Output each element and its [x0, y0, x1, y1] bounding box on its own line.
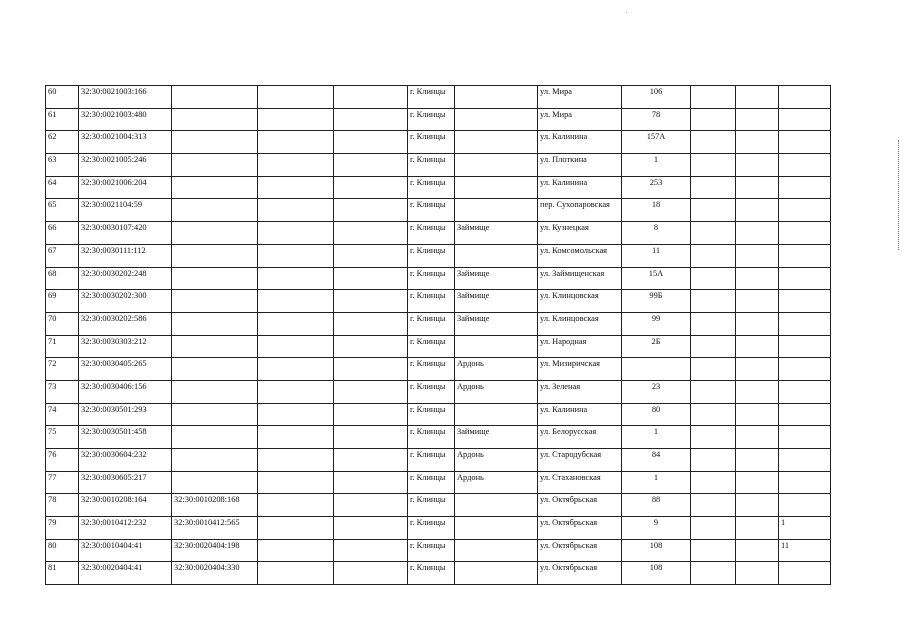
- empty-cell: [691, 267, 736, 290]
- cadastral-number-cell: 32:30:0010412:232: [79, 517, 172, 540]
- note-cell: [779, 562, 831, 585]
- city-cell: г. Клинцы: [408, 562, 455, 585]
- cadastral-number-cell: 32:30:0021003:480: [79, 108, 172, 131]
- cadastral-number-cell: 32:30:0010208:164: [79, 494, 172, 517]
- street-cell: ул. Октябрьская: [538, 562, 622, 585]
- table-row: [46, 267, 831, 290]
- row-number-cell: 74: [46, 403, 79, 426]
- note-cell: [779, 244, 831, 267]
- cadastral-number-cell: 32:30:0030107:420: [79, 222, 172, 245]
- city-cell: г. Клинцы: [408, 290, 455, 313]
- table-body: [46, 86, 831, 585]
- empty-cell: [334, 312, 408, 335]
- related-cadastral-cell: [172, 199, 258, 222]
- empty-cell: [691, 449, 736, 472]
- empty-cell: [258, 517, 334, 540]
- street-cell: ул. Плоткина: [538, 154, 622, 177]
- city-cell: г. Клинцы: [408, 86, 455, 109]
- related-cadastral-cell: [172, 244, 258, 267]
- district-cell: [455, 244, 538, 267]
- house-number-cell: 9: [622, 517, 691, 540]
- table-row: [46, 449, 831, 472]
- street-cell: ул. Кузнецкая: [538, 222, 622, 245]
- empty-cell: [736, 380, 779, 403]
- district-cell: Ардонь: [455, 449, 538, 472]
- empty-cell: [736, 517, 779, 540]
- empty-cell: [334, 562, 408, 585]
- related-cadastral-cell: [172, 267, 258, 290]
- note-cell: [779, 380, 831, 403]
- related-cadastral-cell: [172, 449, 258, 472]
- empty-cell: [736, 312, 779, 335]
- district-cell: [455, 539, 538, 562]
- cadastral-number-cell: 32:30:0021004:313: [79, 131, 172, 154]
- house-number-cell: 2Б: [622, 335, 691, 358]
- district-cell: Ардонь: [455, 471, 538, 494]
- cadastral-number-cell: 32:30:0030604:232: [79, 449, 172, 472]
- empty-cell: [258, 426, 334, 449]
- empty-cell: [334, 154, 408, 177]
- empty-cell: [691, 380, 736, 403]
- district-cell: [455, 131, 538, 154]
- empty-cell: [258, 108, 334, 131]
- empty-cell: [691, 290, 736, 313]
- house-number-cell: 8: [622, 222, 691, 245]
- street-cell: ул. Клинцовская: [538, 290, 622, 313]
- empty-cell: [258, 471, 334, 494]
- empty-cell: [736, 539, 779, 562]
- house-number-cell: 108: [622, 539, 691, 562]
- table-row: [46, 494, 831, 517]
- district-cell: [455, 86, 538, 109]
- table-row: [46, 403, 831, 426]
- empty-cell: [334, 244, 408, 267]
- cadastral-number-cell: 32:30:0030303:212: [79, 335, 172, 358]
- city-cell: г. Клинцы: [408, 403, 455, 426]
- empty-cell: [334, 267, 408, 290]
- cadastral-number-cell: 32:30:0030202:586: [79, 312, 172, 335]
- house-number-cell: 11: [622, 244, 691, 267]
- city-cell: г. Клинцы: [408, 471, 455, 494]
- empty-cell: [736, 267, 779, 290]
- cadastral-number-cell: 32:30:0021104:59: [79, 199, 172, 222]
- table-row: [46, 426, 831, 449]
- empty-cell: [736, 449, 779, 472]
- empty-cell: [691, 335, 736, 358]
- related-cadastral-cell: [172, 426, 258, 449]
- empty-cell: [691, 154, 736, 177]
- table-row: [46, 176, 831, 199]
- empty-cell: [258, 539, 334, 562]
- district-cell: [455, 176, 538, 199]
- empty-cell: [258, 176, 334, 199]
- row-number-cell: 81: [46, 562, 79, 585]
- empty-cell: [334, 494, 408, 517]
- cadastral-number-cell: 32:30:0021003:166: [79, 86, 172, 109]
- related-cadastral-cell: [172, 222, 258, 245]
- empty-cell: [736, 426, 779, 449]
- street-cell: ул. Октябрьская: [538, 539, 622, 562]
- related-cadastral-cell: [172, 86, 258, 109]
- city-cell: г. Клинцы: [408, 335, 455, 358]
- related-cadastral-cell: [172, 290, 258, 313]
- city-cell: г. Клинцы: [408, 426, 455, 449]
- cadastral-number-cell: 32:30:0030111:112: [79, 244, 172, 267]
- empty-cell: [736, 154, 779, 177]
- related-cadastral-cell: [172, 154, 258, 177]
- scan-edge-mark: [898, 140, 902, 250]
- empty-cell: [258, 86, 334, 109]
- row-number-cell: 77: [46, 471, 79, 494]
- empty-cell: [258, 267, 334, 290]
- house-number-cell: 1: [622, 471, 691, 494]
- district-cell: Ардонь: [455, 358, 538, 381]
- row-number-cell: 66: [46, 222, 79, 245]
- empty-cell: [258, 199, 334, 222]
- row-number-cell: 72: [46, 358, 79, 381]
- table-row: [46, 222, 831, 245]
- street-cell: ул. Мира: [538, 108, 622, 131]
- house-number-cell: 106: [622, 86, 691, 109]
- note-cell: [779, 403, 831, 426]
- district-cell: [455, 199, 538, 222]
- cadastral-number-cell: 32:30:0021005:246: [79, 154, 172, 177]
- empty-cell: [736, 108, 779, 131]
- empty-cell: [334, 539, 408, 562]
- empty-cell: [258, 335, 334, 358]
- street-cell: ул. Займищенская: [538, 267, 622, 290]
- house-number-cell: 84: [622, 449, 691, 472]
- note-cell: [779, 108, 831, 131]
- empty-cell: [258, 312, 334, 335]
- property-registry-table: [45, 85, 831, 585]
- house-number-cell: 78: [622, 108, 691, 131]
- street-cell: ул. Октябрьская: [538, 517, 622, 540]
- empty-cell: [691, 562, 736, 585]
- empty-cell: [334, 222, 408, 245]
- city-cell: г. Клинцы: [408, 199, 455, 222]
- empty-cell: [691, 108, 736, 131]
- cadastral-number-cell: 32:30:0030202:248: [79, 267, 172, 290]
- related-cadastral-cell: [172, 131, 258, 154]
- related-cadastral-cell: [172, 108, 258, 131]
- district-cell: [455, 403, 538, 426]
- street-cell: ул. Клинцовская: [538, 312, 622, 335]
- row-number-cell: 79: [46, 517, 79, 540]
- row-number-cell: 68: [46, 267, 79, 290]
- note-cell: [779, 494, 831, 517]
- empty-cell: [334, 517, 408, 540]
- empty-cell: [691, 539, 736, 562]
- street-cell: ул. Мизиричская: [538, 358, 622, 381]
- empty-cell: [258, 358, 334, 381]
- row-number-cell: 63: [46, 154, 79, 177]
- empty-cell: [736, 358, 779, 381]
- empty-cell: [258, 380, 334, 403]
- note-cell: [779, 176, 831, 199]
- empty-cell: [691, 176, 736, 199]
- empty-cell: [258, 449, 334, 472]
- related-cadastral-cell: [172, 335, 258, 358]
- table-row: [46, 290, 831, 313]
- empty-cell: [258, 222, 334, 245]
- house-number-cell: 23: [622, 380, 691, 403]
- empty-cell: [736, 471, 779, 494]
- table-row: [46, 562, 831, 585]
- city-cell: г. Клинцы: [408, 358, 455, 381]
- district-cell: [455, 335, 538, 358]
- cadastral-number-cell: 32:30:0030501:458: [79, 426, 172, 449]
- district-cell: Займище: [455, 290, 538, 313]
- table-row: [46, 244, 831, 267]
- house-number-cell: 18: [622, 199, 691, 222]
- city-cell: г. Клинцы: [408, 154, 455, 177]
- street-cell: ул. Мира: [538, 86, 622, 109]
- note-cell: [779, 222, 831, 245]
- table-row: [46, 199, 831, 222]
- empty-cell: [334, 403, 408, 426]
- empty-cell: [691, 86, 736, 109]
- cadastral-number-cell: 32:30:0030605:217: [79, 471, 172, 494]
- row-number-cell: 67: [46, 244, 79, 267]
- district-cell: Займище: [455, 426, 538, 449]
- note-cell: [779, 267, 831, 290]
- cadastral-number-cell: 32:30:0030501:293: [79, 403, 172, 426]
- city-cell: г. Клинцы: [408, 517, 455, 540]
- row-number-cell: 70: [46, 312, 79, 335]
- row-number-cell: 62: [46, 131, 79, 154]
- empty-cell: [691, 403, 736, 426]
- empty-cell: [258, 494, 334, 517]
- note-cell: [779, 86, 831, 109]
- city-cell: г. Клинцы: [408, 267, 455, 290]
- city-cell: г. Клинцы: [408, 222, 455, 245]
- empty-cell: [258, 290, 334, 313]
- related-cadastral-cell: [172, 358, 258, 381]
- note-cell: [779, 335, 831, 358]
- table-row: [46, 380, 831, 403]
- empty-cell: [691, 471, 736, 494]
- empty-cell: [691, 494, 736, 517]
- empty-cell: [334, 358, 408, 381]
- related-cadastral-cell: [172, 471, 258, 494]
- house-number-cell: [622, 358, 691, 381]
- city-cell: г. Клинцы: [408, 131, 455, 154]
- empty-cell: [736, 199, 779, 222]
- row-number-cell: 76: [46, 449, 79, 472]
- city-cell: г. Клинцы: [408, 449, 455, 472]
- table-row: [46, 154, 831, 177]
- district-cell: [455, 517, 538, 540]
- row-number-cell: 73: [46, 380, 79, 403]
- street-cell: ул. Зеленая: [538, 380, 622, 403]
- note-cell: 11: [779, 539, 831, 562]
- city-cell: г. Клинцы: [408, 108, 455, 131]
- city-cell: г. Клинцы: [408, 176, 455, 199]
- related-cadastral-cell: 32:30:0010412:565: [172, 517, 258, 540]
- empty-cell: [334, 131, 408, 154]
- row-number-cell: 71: [46, 335, 79, 358]
- house-number-cell: 1: [622, 154, 691, 177]
- note-cell: [779, 154, 831, 177]
- empty-cell: [691, 312, 736, 335]
- empty-cell: [334, 108, 408, 131]
- related-cadastral-cell: [172, 380, 258, 403]
- empty-cell: [334, 380, 408, 403]
- house-number-cell: 253: [622, 176, 691, 199]
- empty-cell: [736, 562, 779, 585]
- district-cell: Займище: [455, 267, 538, 290]
- empty-cell: [736, 290, 779, 313]
- district-cell: [455, 154, 538, 177]
- note-cell: [779, 199, 831, 222]
- house-number-cell: 88: [622, 494, 691, 517]
- cadastral-number-cell: 32:30:0021006:204: [79, 176, 172, 199]
- empty-cell: [334, 199, 408, 222]
- note-cell: 1: [779, 517, 831, 540]
- street-cell: ул. Стахановская: [538, 471, 622, 494]
- city-cell: г. Клинцы: [408, 312, 455, 335]
- empty-cell: [691, 244, 736, 267]
- street-cell: ул. Комсомольская: [538, 244, 622, 267]
- row-number-cell: 60: [46, 86, 79, 109]
- row-number-cell: 65: [46, 199, 79, 222]
- empty-cell: [258, 131, 334, 154]
- empty-cell: [258, 244, 334, 267]
- row-number-cell: 78: [46, 494, 79, 517]
- row-number-cell: 75: [46, 426, 79, 449]
- empty-cell: [736, 86, 779, 109]
- cadastral-number-cell: 32:30:0030202:300: [79, 290, 172, 313]
- empty-cell: [736, 403, 779, 426]
- street-cell: ул. Народная: [538, 335, 622, 358]
- table-row: [46, 108, 831, 131]
- district-cell: [455, 562, 538, 585]
- table-row: [46, 312, 831, 335]
- district-cell: Займище: [455, 222, 538, 245]
- row-number-cell: 69: [46, 290, 79, 313]
- empty-cell: [736, 131, 779, 154]
- cadastral-number-cell: 32:30:0030406:156: [79, 380, 172, 403]
- empty-cell: [691, 358, 736, 381]
- empty-cell: [691, 222, 736, 245]
- empty-cell: [736, 335, 779, 358]
- empty-cell: [691, 517, 736, 540]
- table-row: [46, 131, 831, 154]
- empty-cell: [334, 449, 408, 472]
- related-cadastral-cell: 32:30:0020404:330: [172, 562, 258, 585]
- scan-speck: [626, 12, 627, 13]
- house-number-cell: 99: [622, 312, 691, 335]
- note-cell: [779, 449, 831, 472]
- house-number-cell: 99Б: [622, 290, 691, 313]
- house-number-cell: 80: [622, 403, 691, 426]
- empty-cell: [334, 176, 408, 199]
- empty-cell: [691, 426, 736, 449]
- empty-cell: [334, 335, 408, 358]
- street-cell: ул. Белорусская: [538, 426, 622, 449]
- empty-cell: [258, 403, 334, 426]
- street-cell: ул. Октябрьская: [538, 494, 622, 517]
- street-cell: пер. Сухопаровская: [538, 199, 622, 222]
- empty-cell: [334, 290, 408, 313]
- empty-cell: [736, 222, 779, 245]
- street-cell: ул. Калинина: [538, 131, 622, 154]
- street-cell: ул. Калинина: [538, 403, 622, 426]
- note-cell: [779, 312, 831, 335]
- table-row: [46, 517, 831, 540]
- city-cell: г. Клинцы: [408, 539, 455, 562]
- table-row: [46, 539, 831, 562]
- empty-cell: [334, 86, 408, 109]
- empty-cell: [691, 199, 736, 222]
- note-cell: [779, 290, 831, 313]
- note-cell: [779, 426, 831, 449]
- house-number-cell: 108: [622, 562, 691, 585]
- district-cell: Займище: [455, 312, 538, 335]
- empty-cell: [736, 494, 779, 517]
- district-cell: Ардонь: [455, 380, 538, 403]
- city-cell: г. Клинцы: [408, 244, 455, 267]
- empty-cell: [258, 154, 334, 177]
- empty-cell: [691, 131, 736, 154]
- empty-cell: [334, 471, 408, 494]
- note-cell: [779, 131, 831, 154]
- house-number-cell: 1: [622, 426, 691, 449]
- table-row: [46, 358, 831, 381]
- table-row: [46, 471, 831, 494]
- house-number-cell: 15А: [622, 267, 691, 290]
- row-number-cell: 61: [46, 108, 79, 131]
- house-number-cell: 157А: [622, 131, 691, 154]
- note-cell: [779, 471, 831, 494]
- empty-cell: [334, 426, 408, 449]
- cadastral-number-cell: 32:30:0010404:41: [79, 539, 172, 562]
- cadastral-number-cell: 32:30:0020404:41: [79, 562, 172, 585]
- row-number-cell: 80: [46, 539, 79, 562]
- district-cell: [455, 494, 538, 517]
- related-cadastral-cell: [172, 312, 258, 335]
- note-cell: [779, 358, 831, 381]
- city-cell: г. Клинцы: [408, 380, 455, 403]
- related-cadastral-cell: 32:30:0010208:168: [172, 494, 258, 517]
- cadastral-number-cell: 32:30:0030405:265: [79, 358, 172, 381]
- related-cadastral-cell: [172, 403, 258, 426]
- empty-cell: [736, 244, 779, 267]
- related-cadastral-cell: 32:30:0020404:198: [172, 539, 258, 562]
- city-cell: г. Клинцы: [408, 494, 455, 517]
- related-cadastral-cell: [172, 176, 258, 199]
- street-cell: ул. Калинина: [538, 176, 622, 199]
- table-row: [46, 335, 831, 358]
- row-number-cell: 64: [46, 176, 79, 199]
- street-cell: ул. Стародубская: [538, 449, 622, 472]
- empty-cell: [258, 562, 334, 585]
- district-cell: [455, 108, 538, 131]
- table-row: [46, 86, 831, 109]
- empty-cell: [736, 176, 779, 199]
